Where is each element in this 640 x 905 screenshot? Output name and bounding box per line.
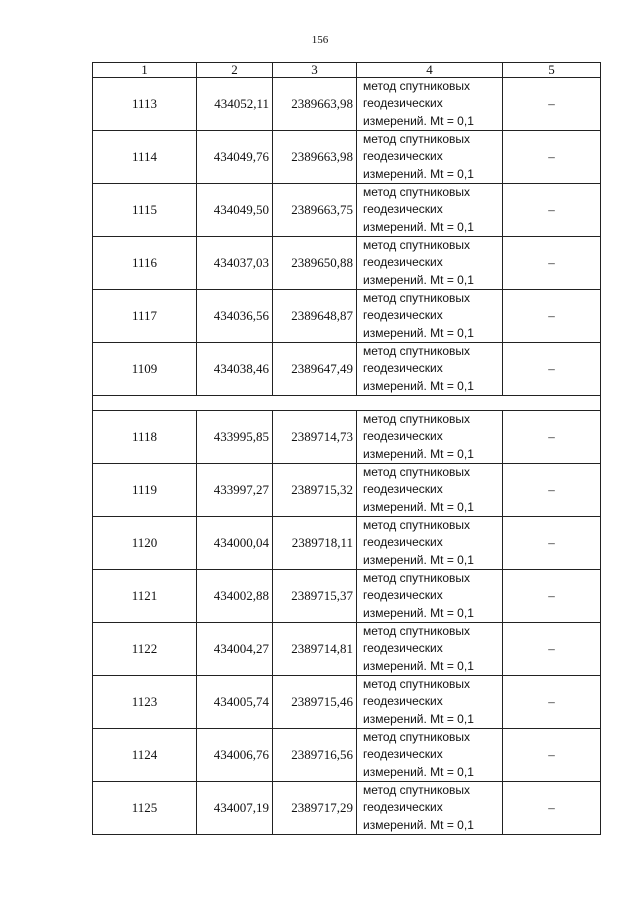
point-number-cell: 1114	[93, 131, 197, 184]
method-line: измерений. Mt = 0,1	[363, 113, 474, 128]
y-coordinate-cell: 2389650,88	[273, 237, 357, 290]
point-number-cell: 1125	[93, 782, 197, 835]
method-cell	[357, 729, 503, 782]
method-line: геодезических	[363, 255, 443, 270]
note-cell: –	[503, 729, 601, 782]
method-line: метод спутниковых	[363, 677, 471, 692]
table-row	[93, 623, 601, 676]
method-line: геодезических	[363, 694, 443, 709]
x-coordinate-cell: 434052,11	[197, 78, 273, 131]
method-line: метод спутниковых	[363, 571, 471, 586]
method-line: геодезических	[363, 202, 443, 217]
method-line: геодезических	[363, 800, 443, 815]
method-line: метод спутниковых	[363, 238, 471, 253]
method-line: метод спутниковых	[363, 132, 471, 147]
note-cell: –	[503, 623, 601, 676]
method-line: измерений. Mt = 0,1	[363, 499, 474, 514]
x-coordinate-cell: 434000,04	[197, 517, 273, 570]
column-header: 5	[503, 63, 601, 78]
y-coordinate-cell: 2389717,29	[273, 782, 357, 835]
table-row	[93, 782, 601, 835]
point-number-cell: 1121	[93, 570, 197, 623]
method-line: геодезических	[363, 641, 443, 656]
point-number-cell: 1115	[93, 184, 197, 237]
method-line: геодезических	[363, 588, 443, 603]
method-line: измерений. Mt = 0,1	[363, 219, 474, 234]
x-coordinate-cell: 433997,27	[197, 464, 273, 517]
note-cell: –	[503, 131, 601, 184]
table-row	[93, 290, 601, 343]
table-header-row	[93, 63, 601, 78]
method-cell	[357, 411, 503, 464]
point-number-cell: 1120	[93, 517, 197, 570]
method-line: геодезических	[363, 361, 443, 376]
note-cell: –	[503, 78, 601, 131]
column-header: 1	[93, 63, 197, 78]
y-coordinate-cell: 2389647,49	[273, 343, 357, 396]
point-number-cell: 1122	[93, 623, 197, 676]
table-row	[93, 517, 601, 570]
method-line: геодезических	[363, 96, 443, 111]
y-coordinate-cell: 2389648,87	[273, 290, 357, 343]
method-line: измерений. Mt = 0,1	[363, 272, 474, 287]
method-line: метод спутниковых	[363, 624, 471, 639]
method-line: метод спутниковых	[363, 412, 471, 427]
note-cell: –	[503, 570, 601, 623]
method-line: геодезических	[363, 747, 443, 762]
table-row	[93, 729, 601, 782]
table-row	[93, 131, 601, 184]
table-row	[93, 570, 601, 623]
x-coordinate-cell: 434036,56	[197, 290, 273, 343]
method-cell	[357, 184, 503, 237]
note-cell: –	[503, 343, 601, 396]
note-cell: –	[503, 184, 601, 237]
method-cell	[357, 131, 503, 184]
separator-cell	[93, 396, 601, 411]
point-number-cell: 1124	[93, 729, 197, 782]
method-cell	[357, 623, 503, 676]
x-coordinate-cell: 434049,76	[197, 131, 273, 184]
table-body	[93, 78, 601, 835]
x-coordinate-cell: 434005,74	[197, 676, 273, 729]
x-coordinate-cell: 434002,88	[197, 570, 273, 623]
point-number-cell: 1109	[93, 343, 197, 396]
method-line: измерений. Mt = 0,1	[363, 711, 474, 726]
note-cell: –	[503, 782, 601, 835]
method-cell	[357, 237, 503, 290]
method-line: измерений. Mt = 0,1	[363, 764, 474, 779]
method-line: геодезических	[363, 149, 443, 164]
method-line: метод спутниковых	[363, 291, 471, 306]
table-row	[93, 343, 601, 396]
method-line: метод спутниковых	[363, 185, 471, 200]
note-cell: –	[503, 676, 601, 729]
y-coordinate-cell: 2389663,98	[273, 131, 357, 184]
method-line: метод спутниковых	[363, 344, 471, 359]
point-number-cell: 1113	[93, 78, 197, 131]
point-number-cell: 1117	[93, 290, 197, 343]
method-line: геодезических	[363, 308, 443, 323]
method-cell	[357, 676, 503, 729]
group-separator-row	[93, 396, 601, 411]
note-cell: –	[503, 237, 601, 290]
method-line: метод спутниковых	[363, 730, 471, 745]
method-line: измерений. Mt = 0,1	[363, 552, 474, 567]
x-coordinate-cell: 434038,46	[197, 343, 273, 396]
table-row	[93, 78, 601, 131]
method-cell	[357, 78, 503, 131]
point-number-cell: 1123	[93, 676, 197, 729]
method-line: измерений. Mt = 0,1	[363, 817, 474, 832]
note-cell: –	[503, 464, 601, 517]
method-cell	[357, 517, 503, 570]
note-cell: –	[503, 517, 601, 570]
method-line: метод спутниковых	[363, 783, 471, 798]
coordinates-table	[92, 62, 601, 835]
method-line: измерений. Mt = 0,1	[363, 166, 474, 181]
y-coordinate-cell: 2389715,37	[273, 570, 357, 623]
x-coordinate-cell: 434007,19	[197, 782, 273, 835]
y-coordinate-cell: 2389718,11	[273, 517, 357, 570]
y-coordinate-cell: 2389715,32	[273, 464, 357, 517]
method-line: геодезических	[363, 535, 443, 550]
method-line: измерений. Mt = 0,1	[363, 446, 474, 461]
x-coordinate-cell: 434049,50	[197, 184, 273, 237]
table-row	[93, 184, 601, 237]
point-number-cell: 1118	[93, 411, 197, 464]
y-coordinate-cell: 2389714,81	[273, 623, 357, 676]
table-row	[93, 237, 601, 290]
method-cell	[357, 343, 503, 396]
point-number-cell: 1116	[93, 237, 197, 290]
method-cell	[357, 570, 503, 623]
x-coordinate-cell: 433995,85	[197, 411, 273, 464]
table-row	[93, 411, 601, 464]
x-coordinate-cell: 434006,76	[197, 729, 273, 782]
method-line: геодезических	[363, 429, 443, 444]
y-coordinate-cell: 2389714,73	[273, 411, 357, 464]
method-cell	[357, 464, 503, 517]
method-line: измерений. Mt = 0,1	[363, 658, 474, 673]
column-header: 4	[357, 63, 503, 78]
note-cell: –	[503, 290, 601, 343]
y-coordinate-cell: 2389663,98	[273, 78, 357, 131]
method-line: геодезических	[363, 482, 443, 497]
note-cell: –	[503, 411, 601, 464]
table-row	[93, 676, 601, 729]
column-header: 2	[197, 63, 273, 78]
method-line: метод спутниковых	[363, 518, 471, 533]
y-coordinate-cell: 2389715,46	[273, 676, 357, 729]
point-number-cell: 1119	[93, 464, 197, 517]
method-line: измерений. Mt = 0,1	[363, 378, 474, 393]
y-coordinate-cell: 2389663,75	[273, 184, 357, 237]
method-line: метод спутниковых	[363, 79, 471, 94]
x-coordinate-cell: 434004,27	[197, 623, 273, 676]
y-coordinate-cell: 2389716,56	[273, 729, 357, 782]
column-header: 3	[273, 63, 357, 78]
x-coordinate-cell: 434037,03	[197, 237, 273, 290]
method-cell	[357, 290, 503, 343]
table-row	[93, 464, 601, 517]
method-line: метод спутниковых	[363, 465, 471, 480]
method-line: измерений. Mt = 0,1	[363, 325, 474, 340]
method-line: измерений. Mt = 0,1	[363, 605, 474, 620]
page-number: 156	[311, 34, 329, 46]
method-cell	[357, 782, 503, 835]
